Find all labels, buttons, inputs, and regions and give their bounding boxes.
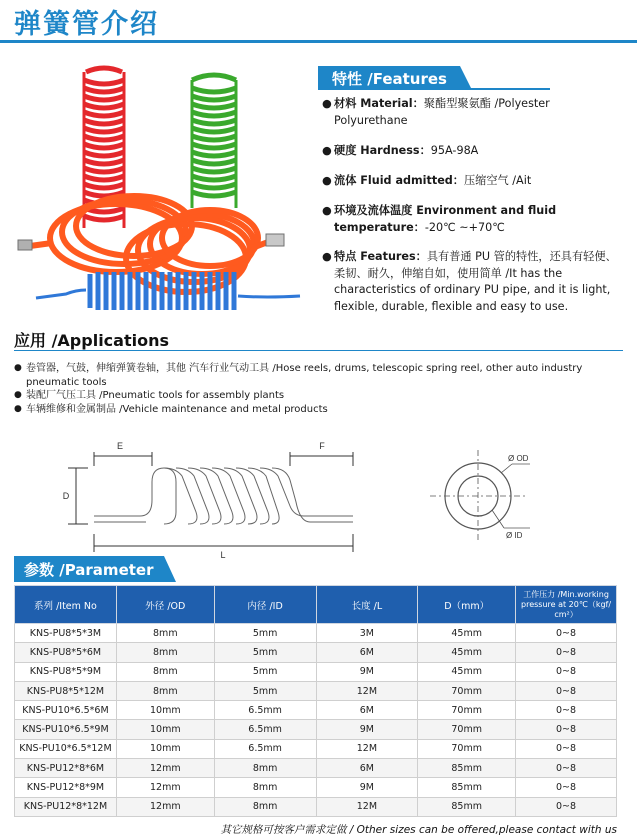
parameter-table bbox=[14, 585, 617, 817]
cell-d: 45mm bbox=[418, 624, 516, 643]
cell-id: 5mm bbox=[214, 643, 316, 662]
cell-length: 6M bbox=[316, 759, 418, 778]
feature-value: 聚酯型聚氨酯 /Polyester Polyurethane bbox=[334, 97, 550, 127]
features-header bbox=[318, 66, 550, 90]
cell-pressure: 0~8 bbox=[516, 701, 617, 720]
cell-length: 12M bbox=[316, 739, 418, 758]
application-item bbox=[14, 403, 614, 417]
cell-d: 70mm bbox=[418, 739, 516, 758]
title-divider bbox=[0, 40, 637, 43]
cell-d: 45mm bbox=[418, 662, 516, 681]
cell-pressure: 0~8 bbox=[516, 778, 617, 797]
cell-pressure: 0~8 bbox=[516, 759, 617, 778]
cell-d: 70mm bbox=[418, 681, 516, 700]
cell-id: 6.5mm bbox=[214, 701, 316, 720]
dimension-label-f: F bbox=[319, 441, 325, 451]
application-text: 装配厂气压工具 /Pneumatic tools for assembly plants bbox=[26, 390, 285, 401]
cell-d: 85mm bbox=[418, 778, 516, 797]
cell-pressure: 0~8 bbox=[516, 624, 617, 643]
cell-od: 10mm bbox=[116, 720, 214, 739]
dimension-label-e: E bbox=[116, 441, 124, 451]
cell-od: 8mm bbox=[116, 681, 214, 700]
column-header-od: 外径 /OD bbox=[116, 586, 214, 624]
cell-item-no: KNS-PU8*5*3M bbox=[15, 624, 117, 643]
cell-length: 9M bbox=[316, 778, 418, 797]
cell-id: 8mm bbox=[214, 797, 316, 816]
coil-outline bbox=[94, 468, 353, 524]
cell-d: 85mm bbox=[418, 797, 516, 816]
table-row bbox=[15, 662, 617, 681]
applications-header: 应用 /Applications bbox=[14, 331, 169, 350]
dimension-label-l: L bbox=[220, 550, 226, 560]
outer-diameter-label: Ø OD bbox=[508, 454, 529, 463]
custom-sizes-footnote: 其它规格可按客户需求定做 / Other sizes can be offered,please contact with us bbox=[220, 824, 617, 836]
bullet-icon: ● bbox=[322, 174, 332, 187]
dimension-label-d: D bbox=[62, 491, 70, 501]
feature-value: -20℃ ~+70℃ bbox=[424, 220, 505, 234]
table-row bbox=[15, 739, 617, 758]
application-item bbox=[14, 389, 614, 403]
cell-item-no: KNS-PU12*8*6M bbox=[15, 759, 117, 778]
parameter-header bbox=[14, 556, 214, 582]
cell-item-no: KNS-PU12*8*12M bbox=[15, 797, 117, 816]
table-row bbox=[15, 643, 617, 662]
brass-fitting-right bbox=[266, 234, 284, 246]
page-title: 弹簧管介绍 bbox=[14, 9, 159, 40]
feature-label: 硬度 Hardness： bbox=[334, 144, 431, 157]
cell-length: 3M bbox=[316, 624, 418, 643]
column-header-d: D（mm） bbox=[418, 586, 516, 624]
feature-hardness bbox=[322, 143, 478, 160]
application-text: 车辆维修和金属制品 /Vehicle maintenance and metal products bbox=[26, 403, 328, 415]
cell-id: 5mm bbox=[214, 681, 316, 700]
cell-length: 12M bbox=[316, 797, 418, 816]
bullet-icon: ● bbox=[14, 363, 22, 373]
table-row bbox=[15, 681, 617, 700]
cell-length: 9M bbox=[316, 720, 418, 739]
bullet-icon: ● bbox=[322, 250, 332, 263]
cell-pressure: 0~8 bbox=[516, 739, 617, 758]
cell-pressure: 0~8 bbox=[516, 720, 617, 739]
cell-id: 6.5mm bbox=[214, 739, 316, 758]
table-row bbox=[15, 759, 617, 778]
bullet-icon: ● bbox=[14, 390, 22, 400]
cell-id: 5mm bbox=[214, 662, 316, 681]
cell-pressure: 0~8 bbox=[516, 643, 617, 662]
table-row bbox=[15, 778, 617, 797]
cell-pressure: 0~8 bbox=[516, 797, 617, 816]
cell-id: 6.5mm bbox=[214, 720, 316, 739]
cell-length: 6M bbox=[316, 701, 418, 720]
cell-item-no: KNS-PU10*6.5*12M bbox=[15, 739, 117, 758]
applications-list bbox=[14, 362, 614, 416]
brass-fitting-left bbox=[18, 240, 32, 250]
cell-d: 70mm bbox=[418, 720, 516, 739]
cell-od: 10mm bbox=[116, 739, 214, 758]
cell-od: 12mm bbox=[116, 797, 214, 816]
cell-id: 8mm bbox=[214, 778, 316, 797]
cell-od: 8mm bbox=[116, 624, 214, 643]
feature-value: 具有普通 PU 管的特性，还具有轻便、柔韧、耐久，伸缩自如，使用简单 /It has the characteristics of ordinary PU pipe, and it is light, flexible, durable, flexible and easy to use. bbox=[334, 250, 617, 313]
cell-pressure: 0~8 bbox=[516, 662, 617, 681]
table-row bbox=[15, 624, 617, 643]
cell-item-no: KNS-PU8*5*6M bbox=[15, 643, 117, 662]
inner-diameter-label: Ø ID bbox=[506, 531, 523, 540]
cell-od: 8mm bbox=[116, 643, 214, 662]
cell-od: 10mm bbox=[116, 701, 214, 720]
bullet-icon: ● bbox=[322, 144, 332, 157]
cell-item-no: KNS-PU8*5*12M bbox=[15, 681, 117, 700]
application-item bbox=[14, 362, 614, 389]
cell-length: 9M bbox=[316, 662, 418, 681]
feature-material bbox=[322, 96, 622, 129]
cell-item-no: KNS-PU10*6.5*6M bbox=[15, 701, 117, 720]
cell-d: 45mm bbox=[418, 643, 516, 662]
cell-od: 12mm bbox=[116, 778, 214, 797]
table-row bbox=[15, 720, 617, 739]
table-header-row bbox=[15, 586, 617, 624]
blue-hose-coil bbox=[36, 272, 300, 310]
spiral-hose-dimension-diagram bbox=[60, 436, 620, 566]
feature-value: 95A-98A bbox=[430, 144, 479, 157]
feature-label: 流体 Fluid admitted： bbox=[334, 174, 464, 187]
features-header-label: 特性 /Features bbox=[332, 70, 447, 88]
bullet-icon: ● bbox=[322, 204, 332, 217]
bullet-icon: ● bbox=[14, 403, 22, 414]
column-header-pressure: 工作压力 /Min.working pressure at 20℃（kgf/ cm²） bbox=[516, 586, 617, 624]
column-header-id: 内径 /ID bbox=[214, 586, 316, 624]
feature-label: 材料 Material： bbox=[334, 97, 424, 110]
cell-length: 12M bbox=[316, 681, 418, 700]
cell-d: 85mm bbox=[418, 759, 516, 778]
feature-label: 环境及流体温度 Environment and fluid temperature： bbox=[334, 204, 557, 234]
cell-id: 5mm bbox=[214, 624, 316, 643]
applications-divider bbox=[14, 350, 623, 351]
cell-item-no: KNS-PU12*8*9M bbox=[15, 778, 117, 797]
parameter-header-label: 参数 /Parameter bbox=[24, 561, 154, 579]
spiral-hose-photo bbox=[16, 58, 304, 320]
cross-section bbox=[430, 450, 530, 542]
cell-od: 12mm bbox=[116, 759, 214, 778]
cell-item-no: KNS-PU10*6.5*9M bbox=[15, 720, 117, 739]
feature-temperature bbox=[322, 203, 622, 236]
green-hose-coil bbox=[192, 75, 236, 208]
bullet-icon: ● bbox=[322, 97, 332, 110]
table-row bbox=[15, 701, 617, 720]
feature-value: 压缩空气 /Ait bbox=[463, 174, 532, 187]
feature-fluid bbox=[322, 173, 531, 190]
cell-d: 70mm bbox=[418, 701, 516, 720]
column-header-length: 长度 /L bbox=[316, 586, 418, 624]
application-text: 卷管器，气鼓，伸缩弹簧卷轴，其他 汽车行业气动工具 /Hose reels, drums, telescopic spring reel, other auto industry pneumatic tools bbox=[26, 363, 583, 388]
cell-length: 6M bbox=[316, 643, 418, 662]
feature-characteristics bbox=[322, 249, 622, 315]
feature-label: 特点 Features： bbox=[334, 250, 427, 263]
column-header-item-no: 系列 /Item No bbox=[15, 586, 117, 624]
cell-id: 8mm bbox=[214, 759, 316, 778]
cell-pressure: 0~8 bbox=[516, 681, 617, 700]
cell-item-no: KNS-PU8*5*9M bbox=[15, 662, 117, 681]
cell-od: 8mm bbox=[116, 662, 214, 681]
table-row bbox=[15, 797, 617, 816]
